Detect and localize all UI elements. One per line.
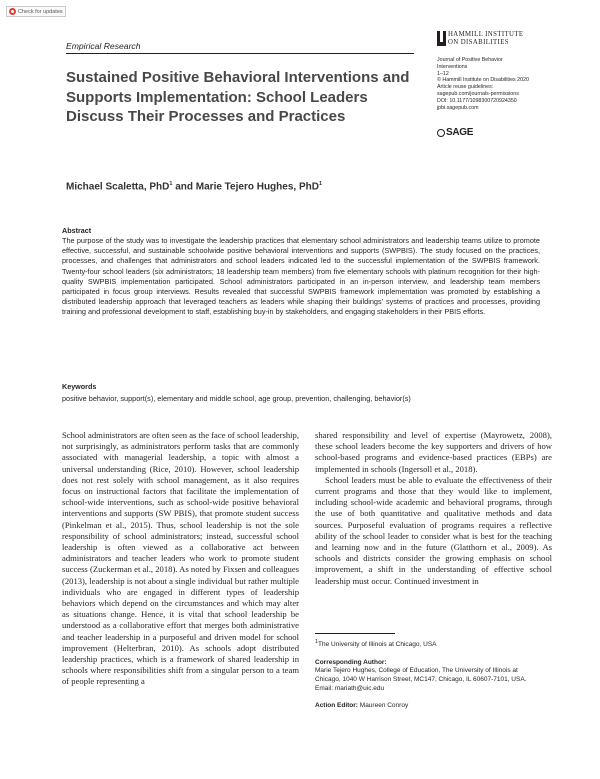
author-2-affiliation-mark: 1 bbox=[318, 181, 323, 187]
crossmark-icon bbox=[9, 8, 16, 15]
corresponding-author-heading: Corresponding Author: bbox=[315, 658, 387, 666]
keywords-heading: Keywords bbox=[62, 382, 97, 391]
journal-url[interactable]: jpbi.sagepub.com bbox=[437, 104, 479, 111]
sage-logo bbox=[437, 127, 473, 138]
publisher-logo bbox=[437, 31, 523, 47]
sage-ring-icon bbox=[437, 129, 445, 137]
body-paragraph: School leaders must be able to evaluate the effectiveness of their current programs and those that they would like to implement, including school-wide academic and behavioral programs, through the use of both quantitative and qualitative methods and data sources. Purposeful evaluation of programs requires a reflective ability of the school leader to consider what is best for the teaching and learning now and in the future (Glatthorn et al., 2009). As schools and districts consider the growing emphasis on school improvement, a shift in the understanding of effective school leadership must occur. Continued investment in bbox=[315, 474, 552, 586]
journal-name-line1: Journal of Positive Behavior bbox=[437, 57, 503, 63]
keywords-text: positive behavior, support(s), elementary and middle school, age group, prevention, challenging, behavior(s) bbox=[62, 394, 411, 403]
permissions-link[interactable]: sagepub.com/journals-permissions bbox=[437, 90, 519, 97]
check-for-updates-label: Check for updates bbox=[18, 8, 63, 15]
author-list bbox=[66, 181, 322, 192]
body-column-right bbox=[315, 430, 552, 587]
sage-logo-text: SAGE bbox=[446, 127, 474, 138]
body-column-left bbox=[62, 430, 299, 688]
hammill-logo-icon bbox=[437, 31, 446, 46]
publisher-name-line1: HAMMILL INSTITUTE bbox=[448, 31, 524, 38]
author-2: Marie Tejero Hughes, PhD bbox=[195, 181, 319, 193]
page-range: 1–12 bbox=[437, 70, 449, 77]
affiliation-text: The University of Illinois at Chicago, USA bbox=[318, 641, 437, 649]
reuse-guidelines-label: Article reuse guidelines: bbox=[437, 84, 494, 91]
corresponding-email[interactable]: Email: mariath@uic.edu bbox=[315, 684, 385, 692]
publisher-name-line2: ON DISABILITIES bbox=[448, 39, 509, 46]
header-rule bbox=[66, 53, 414, 54]
affiliation-mark: 1 bbox=[315, 639, 319, 645]
footnote-rule bbox=[315, 633, 395, 634]
check-for-updates-badge[interactable] bbox=[6, 6, 66, 17]
abstract-heading: Abstract bbox=[62, 226, 92, 235]
doi-line[interactable]: DOI: 10.1177/1098300720924350 bbox=[437, 97, 517, 104]
author-1-affiliation-mark: 1 bbox=[169, 181, 173, 187]
article-title: Sustained Positive Behavioral Interventions and Supports Implementation: School Leaders Discuss Their Processes and Practices bbox=[66, 69, 410, 126]
action-editor-name: Maureen Conroy bbox=[357, 702, 409, 710]
corresponding-author-text: Marie Tejero Hughes, College of Education, The University of Illinois at Chicago, 1040 W Harrison Street, MC147, Chicago, IL 60607-7101, USA. bbox=[315, 667, 527, 683]
abstract-text: The purpose of the study was to investigate the leadership practices that elementary school administrators and leadership teams utilize to promote effective, successful, and sustainable schoolwide positive behavioral interventions and supports (SWPBIS). The study focused on the practices, processes, and challenges that administrators and school leaders indicated led to the successful implementation of the SWPBIS framework. Twenty-four school leaders (six administrators; 18 leadership team members) from five elementary schools with platinum recognition for their high-quality SWPBIS implementation participated. School administrators participated in an in-person interview, and leadership team members participated in focus group interviews. Results revealed that successful SWPBIS framework implementation was promoted by establishing a distributed leadership approach that leveraged teachers as leaders while shaping their buildings' systems of practices and processes, providing training and professional development to staff, establishing buy-in by stakeholders, and engaging stakeholders in their PBIS efforts. bbox=[62, 236, 540, 317]
journal-name-line2: Interventions bbox=[437, 63, 468, 70]
author-conjunction: and bbox=[172, 181, 196, 193]
section-label: Empirical Research bbox=[66, 41, 141, 51]
author-1: Michael Scaletta, PhD bbox=[66, 181, 170, 193]
action-editor-label: Action Editor: bbox=[315, 702, 358, 710]
journal-metadata bbox=[437, 57, 529, 111]
body-paragraph: School administrators are often seen as the face of school leadership, not surprisingly, as administrators perform tasks that are commonly associated with managerial leadership, a topic with almost a universal understanding (Rice, 2010). However, school leadership does not rest solely with school management, as it also requires focus on instructional factors that facilitate the implementation of school-wide interventions, such as school-wide positive behavioral interventions and supports (SW PBIS), that promote student success (Pinkelman et al., 2015). Thus, school leadership is not the sole responsibility of school administrators; instead, successful school leadership is often viewed as a collaborative act between administrators and teacher leaders who work to promote student success (Zuckerman et al., 2018). As noted by Fixsen and colleagues (2013), leadership is not about a single individual but rather multiple individuals who are engaged in different types of leadership behaviors which depend on the circumstances and which may alter as situations change. Hence, it is vital that school leadership be understood as a collaborative effort that merges both administrative and teacher leadership in a purposeful and driven model for school improvement (Helterbran, 2010). As schools adopt distributed leadership practices, which is a framework of shared leadership in schools where responsibilities shift from a singular person to a team of people representing a bbox=[62, 430, 299, 687]
body-paragraph: shared responsibility and level of expertise (Mayrowetz, 2008), these school leaders become the key supporters and drivers of how school-based programs and evidence-based practices (EBPs) are implemented in schools (Ingersoll et al., 2018). bbox=[315, 430, 552, 474]
footnotes bbox=[315, 638, 545, 711]
copyright-line: © Hammill Institute on Disabilities 2020 bbox=[437, 77, 529, 84]
